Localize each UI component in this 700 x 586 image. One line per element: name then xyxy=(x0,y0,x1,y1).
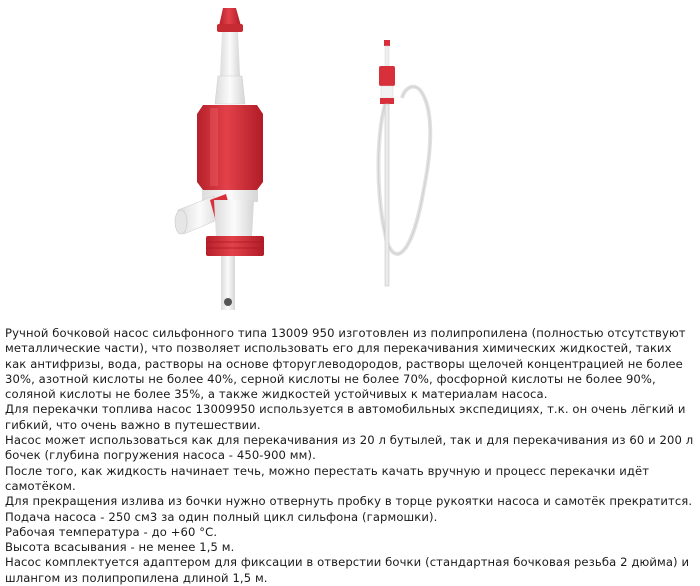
description-paragraph: После того, как жидкость начинает течь, можно перестать качать вручную и процесс перекачки идёт самотёком. xyxy=(5,463,650,493)
description-paragraph: Высота всасывания - не менее 1,5 м. xyxy=(5,540,235,555)
description-paragraph: Рабочая температура - до +60 °С. xyxy=(5,524,218,539)
description-paragraph: Насос может использоваться как для перекачивания из 20 л бутылей, так и для перекачивания из 60 и 200 л бочек (глубина погружения насоса - 450-900 мм). xyxy=(5,433,694,463)
description-paragraph: Подача насоса - 250 см3 за один полный цикл сильфона (гармошки). xyxy=(5,509,438,524)
product-description xyxy=(5,326,695,586)
description-paragraph: Насос комплектуется адаптером для фиксации в отверстии бочки (стандартная бочковая резьба 2 дюйма) и шлангом из полипропилена длиной 1,5 м. xyxy=(5,555,690,585)
barrel-pump-head-image xyxy=(170,4,280,316)
description-paragraph: Для прекращения излива из бочки нужно отвернуть пробку в торце рукоятки насоса и самотёк прекратится. xyxy=(5,494,693,509)
description-paragraph: Ручной бочковой насос сильфонного типа 13009 950 изготовлен из полипропилена (полностью отсутствуют металлические части), что позволяет использовать его для перекачивания химических жидкостей, таких как антифризы, вода, растворы на основе фторуглеводородов, растворы щелочей концентрацией не более 30%, азотной кислоты не более 40%, серной кислоты не более 70%, фосфорной кислоты не более 90%, соляной кислоты не более 35%, а также жидкостей устойчивых к материалам насоса. xyxy=(5,326,686,402)
description-paragraph: Для перекачки топлива насос 13009950 используется в автомобильных экспедициях, т.к. он очень лёгкий и гибкий, что очень важно в путешествии. xyxy=(5,402,686,432)
barrel-pump-with-hose-image xyxy=(372,38,436,288)
